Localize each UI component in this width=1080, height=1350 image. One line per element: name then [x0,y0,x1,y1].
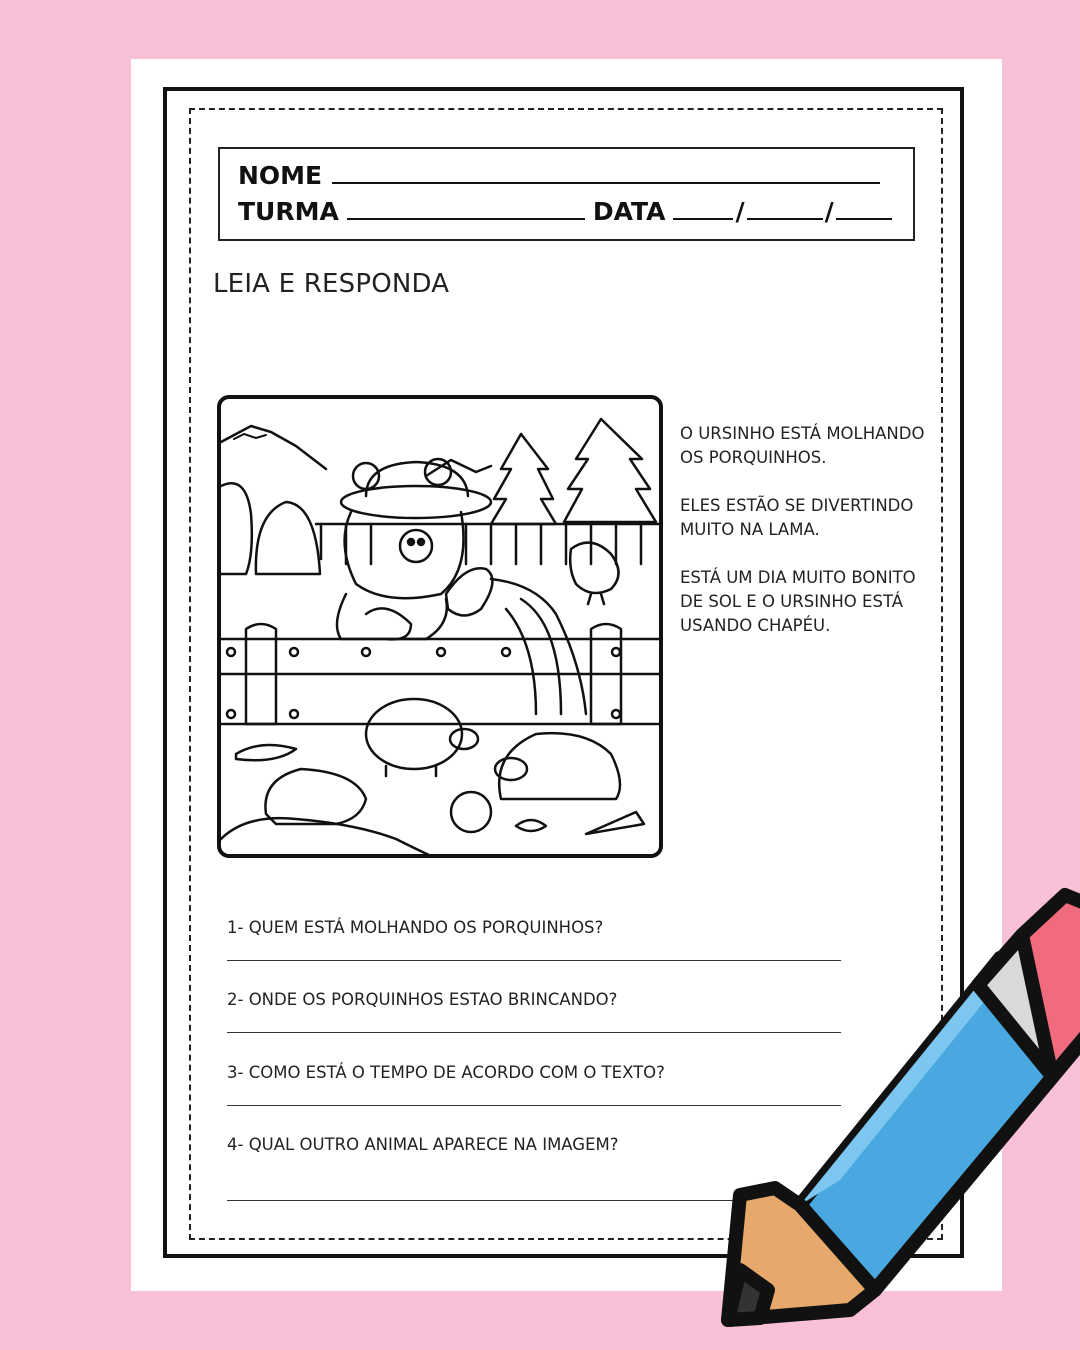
bear-watering-pigs-illustration [216,394,664,859]
date-day-field[interactable] [673,198,733,220]
student-info-box [218,147,915,241]
story-paragraph: ESTÁ UM DIA MUITO BONITO DE SOL E O URSINHO ESTÁ USANDO CHAPÉU. [680,568,916,635]
date-month-field[interactable] [747,198,823,220]
question-1: 1- QUEM ESTÁ MOLHANDO OS PORQUINHOS? [227,918,604,937]
name-label: NOME [238,161,323,190]
name-field[interactable] [332,162,880,184]
story-paragraph: O URSINHO ESTÁ MOLHANDO OS PORQUINHOS. [680,424,925,467]
class-label: TURMA [238,197,339,226]
class-date-row [238,197,892,226]
question-4: 4- QUAL OUTRO ANIMAL APARECE NA IMAGEM? [227,1135,619,1154]
date-separator: / [735,197,745,226]
date-separator: / [824,197,834,226]
section-title: LEIA E RESPONDA [213,269,450,299]
reading-text [680,422,940,662]
date-label: DATA [592,197,666,226]
pencil-icon [700,880,1080,1350]
name-row [238,161,880,190]
story-paragraph: ELES ESTÃO SE DIVERTINDO MUITO NA LAMA. [680,496,914,539]
date-year-field[interactable] [836,198,892,220]
question-3: 3- COMO ESTÁ O TEMPO DE ACORDO COM O TEXTO? [227,1063,665,1082]
class-field[interactable] [347,198,585,220]
question-2: 2- ONDE OS PORQUINHOS ESTAO BRINCANDO? [227,990,618,1009]
